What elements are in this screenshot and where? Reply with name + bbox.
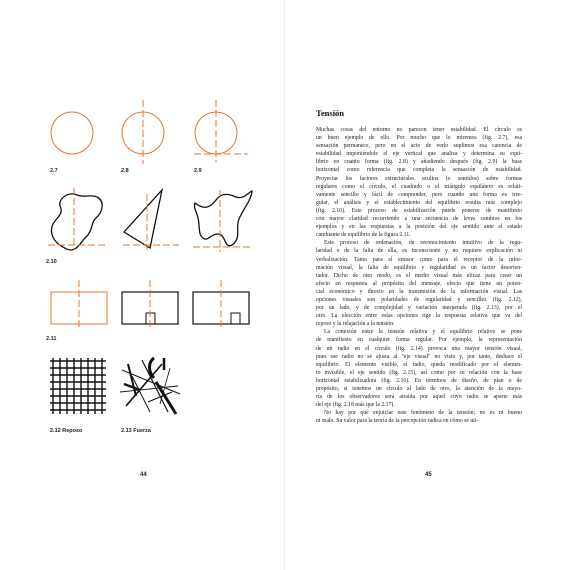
text-line: efecto en respuesta al propósito del mensaje, efecto que tiene un poten- [316, 280, 522, 287]
paragraph [316, 328, 522, 409]
fig-2-12-grid [50, 358, 106, 414]
page-number-left: 44 [140, 472, 147, 478]
paragraph [316, 126, 522, 239]
text-line: Muchas cosas del entorno no parecen tener estabilidad. El círculo es [316, 127, 522, 133]
text-line: equilibrio. El elemento visible, el radio, queda modificado por el elemen- [316, 361, 522, 368]
fig-2-11-rect-1 [50, 280, 110, 332]
fig-2-10-splash [192, 188, 254, 254]
text-line: gular, el análisis y el establecimiento del equilibrio resulta más complejo [316, 199, 522, 206]
caption-fig-2-7: 2.7 [50, 168, 58, 174]
text-line: ejemplos y en las respuestas a la posición del eje sentido ante el estado [316, 224, 522, 231]
caption-fig-2-10: 2.10 [46, 259, 57, 265]
text-line: regulares como el círculo, el cuadrado o el triángulo equilátero es relati- [316, 183, 522, 190]
text-line: otro. La elección entre estas opciones rige la respuesta relativa que va del [316, 313, 522, 320]
text-line: laridad o de la falta de ella, es inconsciente y no requiere explicación ni [316, 248, 522, 255]
caption-fig-2-12: 2.12 Reposo [50, 428, 83, 434]
text-line: horizontal como referencia que completa la sensación de estabilidad. [316, 167, 522, 174]
caption-fig-2-11: 2.11 [46, 336, 57, 342]
body-text [316, 126, 522, 425]
text-line: reposo y la relajación a la tensión. [316, 321, 395, 328]
text-line: Proyectar los factores estructurales ocultos (o sentidos) sobre formas [316, 175, 522, 182]
text-line: pues ese radio no se ajusta al "eje visual" no visto y, por tanto, deshace el [316, 353, 522, 360]
text-line: tador. Dicho de otro modo, es el medio visual más eficaz para crear un [316, 272, 522, 279]
caption-fig-2-9: 2.9 [194, 168, 202, 174]
text-line: un buen ejemplo de ello. Por mucho que lo miremos (fig. 2.7), esa [316, 135, 522, 142]
text-line: La conexión entre la tensión relativa y el equilibrio relativo se pone [324, 329, 522, 336]
fig-2-9-circle-axis-base [194, 100, 250, 166]
text-line: vamente sencillo y fácil de comprender, pero cuando una forma es irre- [316, 191, 522, 198]
fig-2-11-rect-3 [192, 280, 252, 332]
text-line: propósito, si tenemos un círculo al lado de otro, la atención de la mayo- [316, 386, 522, 392]
text-line: con mayor claridad recurriendo a una secuencia de leves cambios en los [316, 216, 522, 223]
text-line: ría de los observadores será atraída por aquel cuyo radio se aparte más [316, 394, 522, 401]
caption-fig-2-8: 2.8 [121, 168, 129, 174]
fig-2-10-triangle [121, 188, 181, 254]
fig-2-10-blob [46, 188, 110, 254]
text-line: librio en cuanto forma (fig. 2.8) y añadiendo después (fig. 2.9) la base [316, 159, 522, 166]
text-line: de manifiesto en cualquier forma regular. Por ejemplo, la representación [316, 337, 522, 344]
fig-2-7-circle [50, 108, 96, 164]
text-line: cial económico y directo en la transmisión de la información visual. Las [316, 288, 522, 295]
text-line: de un radio en el círculo (fig. 2.14) provoca una mayor tensión visual, [316, 345, 522, 352]
text-line: ni malo. Su valor para la teoría de la percepción radica en cómo se uti- [316, 418, 479, 425]
text-line: sensación permanece, pero en el acto de verlo suplimos esa carencia de [316, 143, 522, 150]
caption-fig-2-13: 2.13 Fuerza [121, 428, 151, 434]
text-line: del eje (fig. 2.18 más que la 2.17). [316, 402, 395, 409]
text-line: opciones visuales son polaridades de regularidad y sencillez (fig. 2.12), [316, 296, 522, 303]
page-number-right: 45 [425, 472, 432, 478]
text-line: (fig. 2.10). Este proceso de estabilización puede ponerse de manifiesto [316, 207, 522, 214]
text-line: por un lado, y de complejidad y variación inesperada (fig. 2.13), por el [316, 305, 522, 312]
text-line: to invisible, el eje sentido (fig. 2.15), así como por su relación con la base [316, 369, 522, 376]
text-line: Este proceso de ordenación, de reconocimiento intuitivo de la regu- [324, 240, 522, 247]
paragraph [316, 409, 522, 425]
text-line: horizontal estabilizadora (fig. 2.16). En términos de diseño, de plan o de [316, 377, 522, 384]
text-line: verbalización. Tanto para el emisor como para el receptor de la infor- [316, 256, 522, 263]
text-line: mación visual, la falta de equilibrio y regularidad es un factor desorien- [316, 264, 522, 271]
text-line: estabilidad imponiéndole el eje vertical que analiza y determina su equi- [316, 151, 522, 158]
text-line: No hay por qué enjuiciar este fenómeno de la tensión; no es ni bueno [324, 410, 522, 417]
text-line: cambiante de equilibrio de la figura 2.11. [316, 232, 411, 239]
fig-2-11-rect-2 [121, 280, 181, 332]
paragraph [316, 239, 522, 328]
section-heading: Tensión [316, 108, 345, 118]
fig-2-8-circle-axis [121, 100, 167, 166]
fig-2-13-strokes [120, 356, 182, 416]
